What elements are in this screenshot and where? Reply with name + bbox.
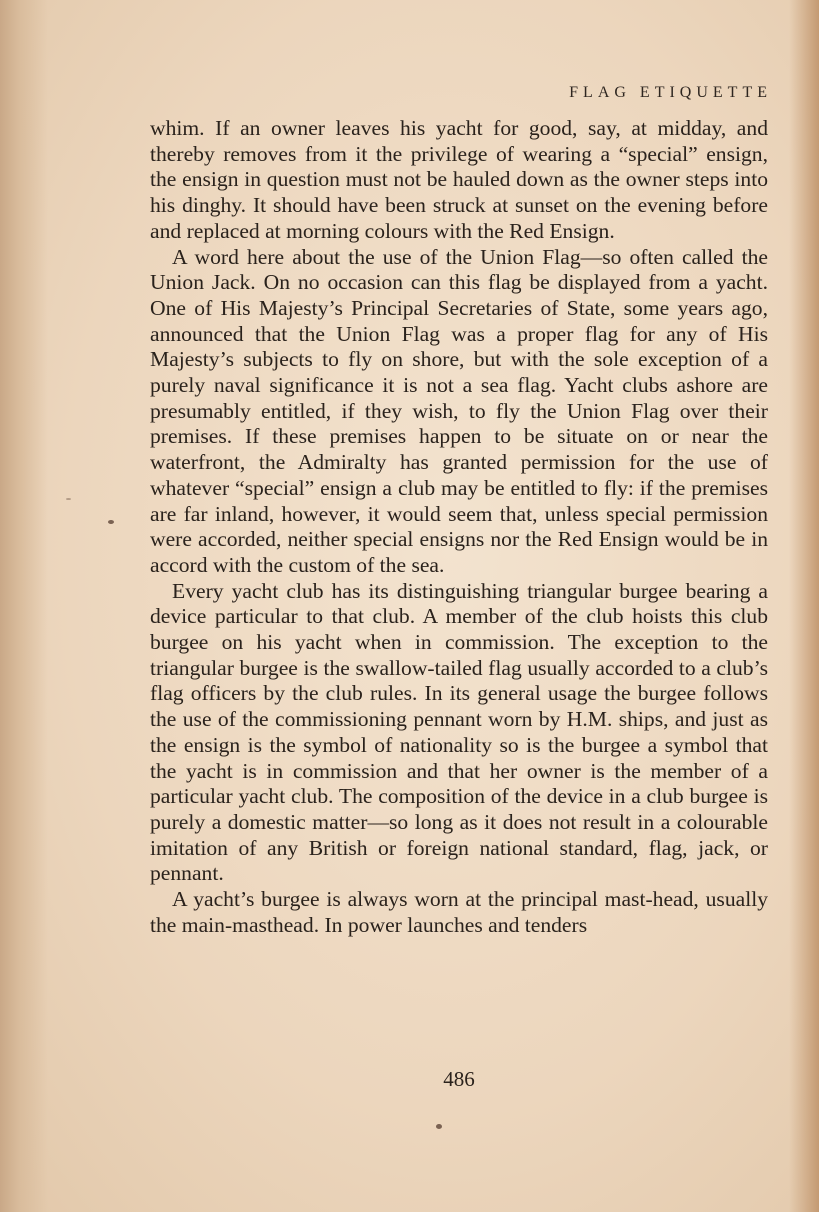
paragraph-3: Every yacht club has its distinguishing triangular burgee bearing a device particular to that club. A member of the club hoists this club burgee on his yacht when in commission. The exception to the triangular burgee is the swallow-tailed flag usually accorded to a club’s flag officers by the club rules. In its general usage the burgee follows the use of the commissioning pennant worn by H.M. ships, and just as the ensign is the symbol of nationality so is the burgee a symbol that the yacht is in commission and that her owner is the member of a particular yacht club. The composition of the device in a club burgee is purely a domestic matter—so long as it does not result in a colourable imitation of any British or foreign national standard, flag, jack, or pennant. [150, 578, 768, 886]
page-edge-shadow [789, 0, 819, 1212]
paper-speck [436, 1124, 442, 1129]
paper-speck [66, 498, 71, 500]
body-text [150, 116, 768, 939]
paragraph-1: whim. If an owner leaves his yacht for good, say, at midday, and thereby removes from it the privilege of wearing a “special” ensign, the ensign in question must not be hauled down as the owner steps into his dinghy. It should have been struck at sunset on the evening before and replaced at morning colours with the Red Ensign. [150, 116, 768, 243]
page-number: 486 [443, 1067, 475, 1091]
running-head: FLAG ETIQUETTE [569, 84, 772, 101]
paragraph-4: A yacht’s burgee is always worn at the principal mast-head, usually the main-masthead. In power launches and tenders [150, 887, 768, 937]
paragraph-2: A word here about the use of the Union Flag—so often called the Union Jack. On no occasion can this flag be displayed from a yacht. One of His Majesty’s Principal Secretaries of State, some years ago, announced that the Union Flag was a proper flag for any of His Majesty’s subjects to fly on shore, but with the sole exception of a purely naval significance it is not a sea flag. Yacht clubs ashore are presumably entitled, if they wish, to fly the Union Flag over their premises. If these premises happen to be situate on or near the waterfront, the Admiralty has granted permission for the use of whatever “special” ensign a club may be entitled to fly: if the premises are far inland, however, it would seem that, unless special permission were accorded, neither special ensigns nor the Red Ensign would be in accord with the custom of the sea. [150, 244, 768, 577]
paper-speck [108, 520, 114, 524]
spine-shadow [0, 0, 48, 1212]
